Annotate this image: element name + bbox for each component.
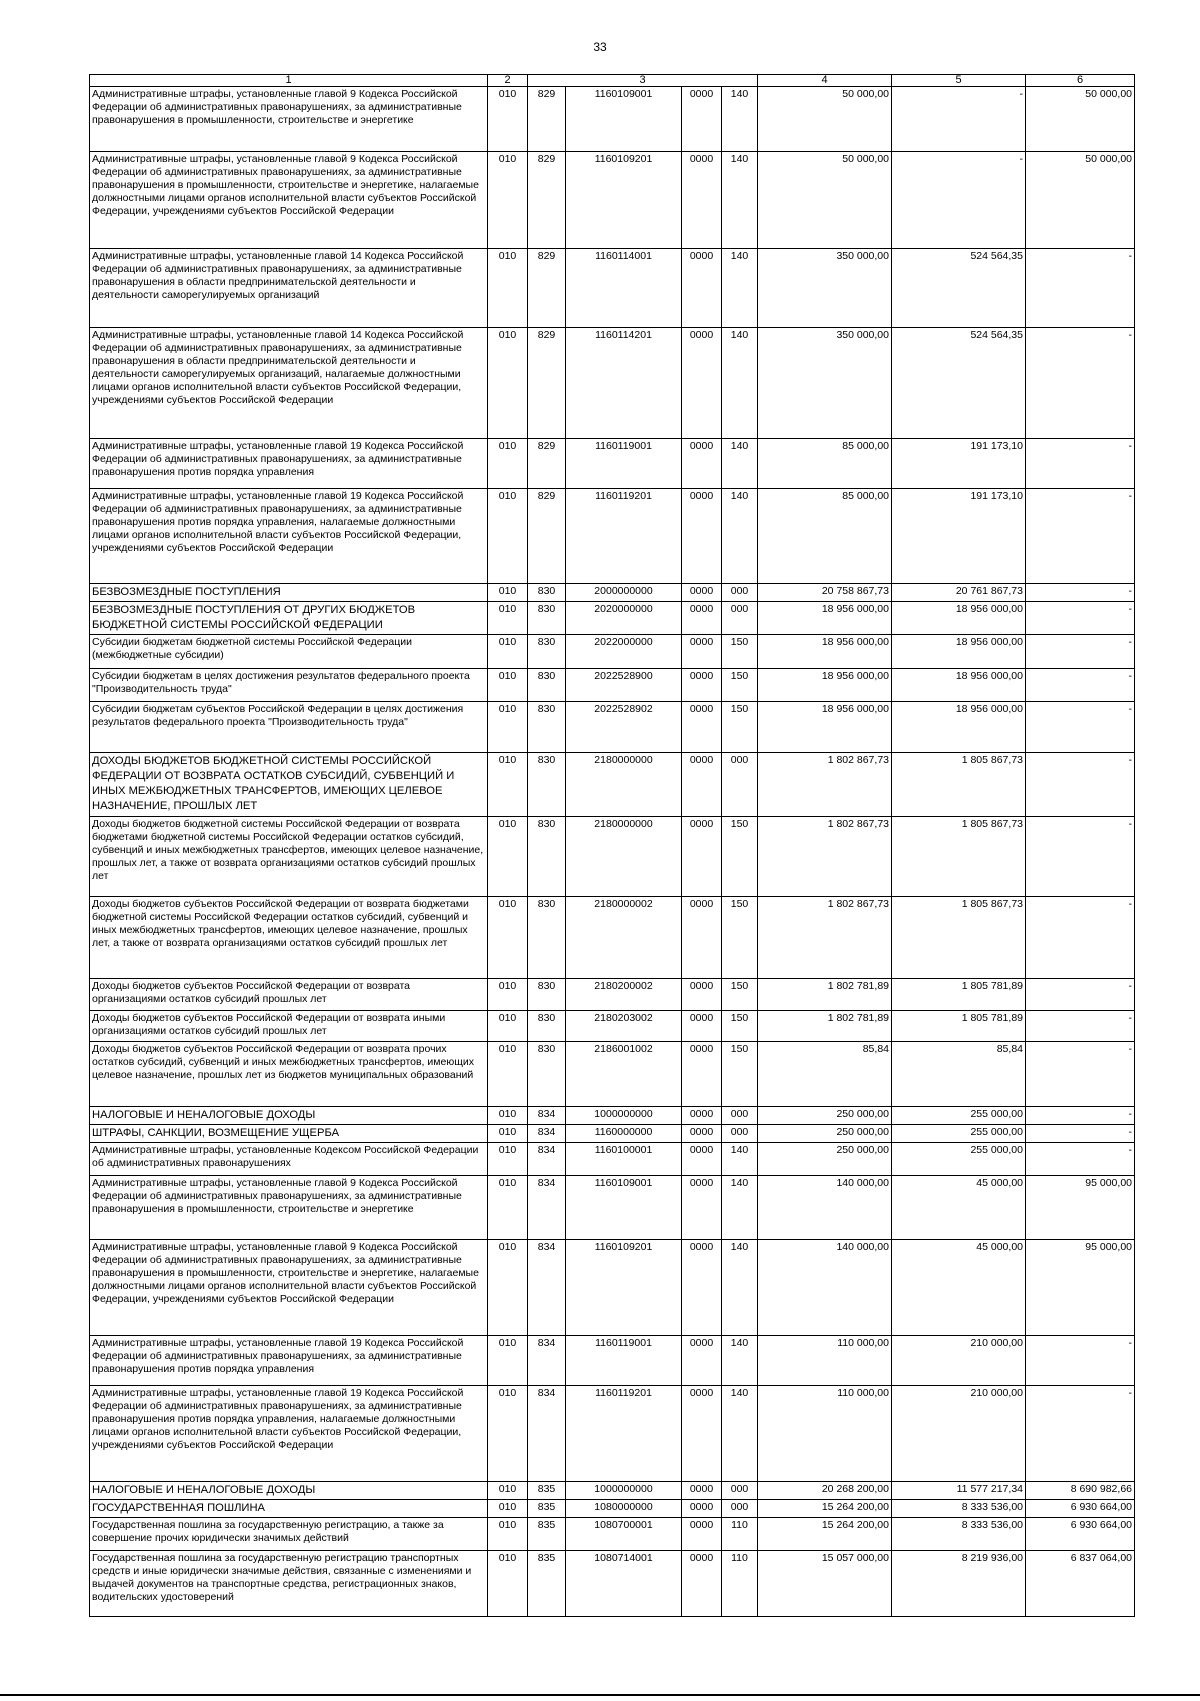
table-row [90, 1500, 1135, 1518]
cell-value-remaining: 95 000,00 [1026, 1240, 1135, 1336]
table-body [90, 87, 1135, 1617]
cell-value-plan: 1 802 867,73 [758, 897, 892, 979]
cell-value-plan: 15 057 000,00 [758, 1551, 892, 1617]
cell-code-kbk: 2180203002 [566, 1011, 682, 1042]
cell-description: Административные штрафы, установленные главой 9 Кодекса Российской Федерации об административных правонарушениях, за административные правонарушения в промышленности, строительстве и энергетике [90, 1176, 488, 1240]
cell-code-admin: 010 [488, 249, 528, 328]
cell-code-admin: 010 [488, 635, 528, 669]
cell-value-remaining: - [1026, 1011, 1135, 1042]
budget-table [89, 74, 1135, 1617]
cell-code-admin: 010 [488, 817, 528, 897]
cell-description: Доходы бюджетов субъектов Российской Федерации от возврата прочих остатков субсидий, субвенций и иных межбюджетных трансфертов, имеющих целевое назначение, прошлых лет из бюджетов муниципальных образований [90, 1042, 488, 1107]
cell-value-plan: 110 000,00 [758, 1336, 892, 1386]
cell-code-type: 150 [722, 979, 758, 1011]
cell-value-remaining: - [1026, 669, 1135, 702]
cell-description: ШТРАФЫ, САНКЦИИ, ВОЗМЕЩЕНИЕ УЩЕРБА [90, 1125, 488, 1143]
cell-value-executed: 45 000,00 [892, 1176, 1026, 1240]
cell-value-executed: 8 219 936,00 [892, 1551, 1026, 1617]
cell-code-chapter: 830 [528, 584, 566, 602]
cell-code-admin: 010 [488, 1143, 528, 1176]
cell-value-remaining: 6 930 664,00 [1026, 1518, 1135, 1551]
page-number: 33 [593, 40, 607, 54]
header-col-2: 2 [488, 75, 528, 87]
cell-code-admin: 010 [488, 1551, 528, 1617]
cell-code-program: 0000 [682, 669, 722, 702]
table-row [90, 1107, 1135, 1125]
cell-code-chapter: 830 [528, 635, 566, 669]
cell-value-executed: 8 333 536,00 [892, 1518, 1026, 1551]
cell-value-plan: 250 000,00 [758, 1125, 892, 1143]
cell-code-chapter: 834 [528, 1386, 566, 1482]
cell-code-type: 140 [722, 1386, 758, 1482]
cell-value-executed: 20 761 867,73 [892, 584, 1026, 602]
table-row [90, 1518, 1135, 1551]
cell-value-executed: 524 564,35 [892, 249, 1026, 328]
table-row [90, 1386, 1135, 1482]
cell-value-executed: 18 956 000,00 [892, 669, 1026, 702]
cell-code-admin: 010 [488, 1176, 528, 1240]
cell-value-plan: 1 802 867,73 [758, 817, 892, 897]
cell-code-type: 000 [722, 1500, 758, 1518]
cell-code-type: 150 [722, 635, 758, 669]
cell-code-kbk: 1160114201 [566, 328, 682, 439]
cell-value-remaining: - [1026, 584, 1135, 602]
cell-code-admin: 010 [488, 1386, 528, 1482]
cell-code-admin: 010 [488, 1482, 528, 1500]
cell-value-remaining: - [1026, 979, 1135, 1011]
cell-code-program: 0000 [682, 979, 722, 1011]
cell-code-chapter: 834 [528, 1143, 566, 1176]
cell-value-plan: 1 802 781,89 [758, 1011, 892, 1042]
cell-description: НАЛОГОВЫЕ И НЕНАЛОГОВЫЕ ДОХОДЫ [90, 1482, 488, 1500]
cell-code-program: 0000 [682, 1336, 722, 1386]
cell-code-type: 140 [722, 87, 758, 152]
cell-description: Административные штрафы, установленные главой 19 Кодекса Российской Федерации об административных правонарушениях, за административные правонарушения против порядка управления [90, 1336, 488, 1386]
cell-code-program: 0000 [682, 249, 722, 328]
cell-value-remaining: - [1026, 439, 1135, 489]
cell-code-admin: 010 [488, 584, 528, 602]
cell-value-remaining: - [1026, 489, 1135, 584]
cell-description: ГОСУДАРСТВЕННАЯ ПОШЛИНА [90, 1500, 488, 1518]
cell-code-chapter: 830 [528, 817, 566, 897]
cell-code-chapter: 834 [528, 1240, 566, 1336]
cell-code-admin: 010 [488, 489, 528, 584]
cell-code-admin: 010 [488, 1240, 528, 1336]
cell-code-kbk: 1080000000 [566, 1500, 682, 1518]
cell-code-kbk: 2020000000 [566, 602, 682, 635]
table-row [90, 817, 1135, 897]
cell-code-type: 150 [722, 702, 758, 753]
cell-value-plan: 1 802 867,73 [758, 753, 892, 817]
cell-code-chapter: 829 [528, 439, 566, 489]
cell-code-kbk: 1160119201 [566, 489, 682, 584]
cell-code-program: 0000 [682, 1011, 722, 1042]
cell-code-kbk: 1160109201 [566, 152, 682, 249]
cell-code-admin: 010 [488, 1125, 528, 1143]
cell-description: Административные штрафы, установленные главой 9 Кодекса Российской Федерации об административных правонарушениях, за административные правонарушения в промышленности, строительстве и энергетике, налагаемые должностными лицами органов исполнительной власти субъектов Российской Федерации, учреждениями субъектов Российской Федерации [90, 152, 488, 249]
table-row [90, 584, 1135, 602]
cell-code-admin: 010 [488, 1500, 528, 1518]
cell-value-remaining: - [1026, 817, 1135, 897]
cell-value-plan: 50 000,00 [758, 152, 892, 249]
table-row [90, 1240, 1135, 1336]
cell-value-remaining: - [1026, 328, 1135, 439]
cell-code-admin: 010 [488, 87, 528, 152]
header-col-4: 4 [758, 75, 892, 87]
cell-code-type: 140 [722, 328, 758, 439]
cell-value-plan: 350 000,00 [758, 249, 892, 328]
cell-code-program: 0000 [682, 817, 722, 897]
table-row [90, 897, 1135, 979]
cell-code-program: 0000 [682, 1500, 722, 1518]
cell-value-executed: 1 805 781,89 [892, 979, 1026, 1011]
cell-code-chapter: 834 [528, 1107, 566, 1125]
cell-value-plan: 85 000,00 [758, 439, 892, 489]
cell-code-type: 000 [722, 1107, 758, 1125]
cell-code-chapter: 830 [528, 602, 566, 635]
cell-code-type: 150 [722, 897, 758, 979]
table-row [90, 489, 1135, 584]
cell-description: Административные штрафы, установленные главой 19 Кодекса Российской Федерации об административных правонарушениях, за административные правонарушения против порядка управления, налагаемые должностными лицами органов исполнительной власти субъектов Российской Федерации, учреждениями субъектов Российской Федерации [90, 1386, 488, 1482]
cell-code-admin: 010 [488, 1011, 528, 1042]
cell-code-kbk: 1080714001 [566, 1551, 682, 1617]
cell-code-type: 140 [722, 1143, 758, 1176]
cell-description: НАЛОГОВЫЕ И НЕНАЛОГОВЫЕ ДОХОДЫ [90, 1107, 488, 1125]
cell-description: Административные штрафы, установленные главой 9 Кодекса Российской Федерации об административных правонарушениях, за административные правонарушения в промышленности, строительстве и энергетике, налагаемые должностными лицами органов исполнительной власти субъектов Российской Федерации, учреждениями субъектов Российской Федерации [90, 1240, 488, 1336]
cell-code-admin: 010 [488, 439, 528, 489]
cell-value-plan: 85,84 [758, 1042, 892, 1107]
cell-description: Государственная пошлина за государственную регистрацию транспортных средств и иные юридически значимые действия, связанные с изменениями и выдачей документов на транспортные средства, регистрационных знаков, водительских удостоверений [90, 1551, 488, 1617]
cell-code-type: 140 [722, 489, 758, 584]
cell-code-type: 150 [722, 669, 758, 702]
table-row [90, 439, 1135, 489]
cell-value-remaining: - [1026, 1336, 1135, 1386]
cell-value-plan: 350 000,00 [758, 328, 892, 439]
cell-code-admin: 010 [488, 897, 528, 979]
cell-value-executed: 191 173,10 [892, 439, 1026, 489]
cell-code-kbk: 2180000000 [566, 817, 682, 897]
cell-code-kbk: 1000000000 [566, 1482, 682, 1500]
cell-code-chapter: 829 [528, 249, 566, 328]
header-col-3: 3 [528, 75, 758, 87]
cell-code-admin: 010 [488, 1518, 528, 1551]
cell-value-executed: 255 000,00 [892, 1143, 1026, 1176]
cell-code-kbk: 1160119001 [566, 1336, 682, 1386]
table-row [90, 1482, 1135, 1500]
table-header-row [90, 75, 1135, 87]
cell-code-type: 140 [722, 1336, 758, 1386]
cell-code-program: 0000 [682, 1551, 722, 1617]
cell-code-program: 0000 [682, 1107, 722, 1125]
cell-value-plan: 20 268 200,00 [758, 1482, 892, 1500]
cell-code-kbk: 2180000000 [566, 753, 682, 817]
cell-code-type: 000 [722, 602, 758, 635]
cell-code-type: 140 [722, 1240, 758, 1336]
table-row [90, 702, 1135, 753]
cell-description: Административные штрафы, установленные главой 14 Кодекса Российской Федерации об административных правонарушениях, за административные правонарушения в области предпринимательской деятельности и деятельности саморегулируемых организаций, налагаемые должностными лицами органов исполнительной власти субъектов Российской Федерации, учреждениями субъектов Российской Федерации [90, 328, 488, 439]
table-row [90, 1042, 1135, 1107]
cell-code-chapter: 834 [528, 1125, 566, 1143]
cell-description: ДОХОДЫ БЮДЖЕТОВ БЮДЖЕТНОЙ СИСТЕМЫ РОССИЙСКОЙ ФЕДЕРАЦИИ ОТ ВОЗВРАТА ОСТАТКОВ СУБСИДИЙ, СУБВЕНЦИЙ И ИНЫХ МЕЖБЮДЖЕТНЫХ ТРАНСФЕРТОВ, ИМЕЮЩИХ ЦЕЛЕВОЕ НАЗНАЧЕНИЕ, ПРОШЛЫХ ЛЕТ [90, 753, 488, 817]
cell-code-type: 110 [722, 1551, 758, 1617]
table-row [90, 1011, 1135, 1042]
cell-code-kbk: 1160100001 [566, 1143, 682, 1176]
cell-code-program: 0000 [682, 87, 722, 152]
header-col-6: 6 [1026, 75, 1135, 87]
cell-code-program: 0000 [682, 152, 722, 249]
cell-code-program: 0000 [682, 1176, 722, 1240]
cell-code-chapter: 830 [528, 1042, 566, 1107]
cell-value-plan: 18 956 000,00 [758, 669, 892, 702]
cell-value-executed: 18 956 000,00 [892, 635, 1026, 669]
cell-code-chapter: 834 [528, 1336, 566, 1386]
table-row [90, 753, 1135, 817]
cell-code-kbk: 1000000000 [566, 1107, 682, 1125]
cell-code-kbk: 1160114001 [566, 249, 682, 328]
cell-description: Доходы бюджетов субъектов Российской Федерации от возврата иными организациями остатков субсидий прошлых лет [90, 1011, 488, 1042]
cell-value-remaining: 6 930 664,00 [1026, 1500, 1135, 1518]
cell-code-kbk: 1160109001 [566, 87, 682, 152]
cell-value-executed: 255 000,00 [892, 1107, 1026, 1125]
cell-code-admin: 010 [488, 979, 528, 1011]
cell-code-chapter: 835 [528, 1500, 566, 1518]
table-row [90, 979, 1135, 1011]
cell-code-kbk: 1080700001 [566, 1518, 682, 1551]
cell-code-admin: 010 [488, 602, 528, 635]
cell-value-executed: - [892, 87, 1026, 152]
cell-description: Субсидии бюджетам субъектов Российской Федерации в целях достижения результатов федерального проекта "Производительность труда" [90, 702, 488, 753]
cell-value-executed: 1 805 781,89 [892, 1011, 1026, 1042]
cell-code-program: 0000 [682, 702, 722, 753]
cell-code-program: 0000 [682, 328, 722, 439]
cell-code-type: 140 [722, 1176, 758, 1240]
cell-code-chapter: 829 [528, 152, 566, 249]
table-row [90, 602, 1135, 635]
cell-description: Административные штрафы, установленные главой 19 Кодекса Российской Федерации об административных правонарушениях, за административные правонарушения против порядка управления [90, 439, 488, 489]
cell-code-type: 000 [722, 753, 758, 817]
cell-code-admin: 010 [488, 702, 528, 753]
cell-value-remaining: - [1026, 897, 1135, 979]
cell-value-executed: 8 333 536,00 [892, 1500, 1026, 1518]
cell-value-remaining: - [1026, 1042, 1135, 1107]
cell-value-remaining: - [1026, 1125, 1135, 1143]
cell-code-program: 0000 [682, 1518, 722, 1551]
cell-description: Субсидии бюджетам в целях достижения результатов федерального проекта "Производительность труда" [90, 669, 488, 702]
cell-value-executed: 85,84 [892, 1042, 1026, 1107]
cell-value-executed: 45 000,00 [892, 1240, 1026, 1336]
cell-code-type: 150 [722, 817, 758, 897]
cell-code-program: 0000 [682, 753, 722, 817]
table-row [90, 1143, 1135, 1176]
cell-code-chapter: 830 [528, 669, 566, 702]
cell-code-kbk: 2000000000 [566, 584, 682, 602]
cell-value-remaining: - [1026, 602, 1135, 635]
cell-code-type: 000 [722, 1125, 758, 1143]
cell-code-chapter: 834 [528, 1176, 566, 1240]
cell-code-program: 0000 [682, 1125, 722, 1143]
cell-code-chapter: 835 [528, 1551, 566, 1617]
cell-value-plan: 18 956 000,00 [758, 702, 892, 753]
cell-value-plan: 250 000,00 [758, 1107, 892, 1125]
table-row [90, 1336, 1135, 1386]
cell-value-executed: 18 956 000,00 [892, 602, 1026, 635]
cell-value-executed: - [892, 152, 1026, 249]
cell-value-plan: 110 000,00 [758, 1386, 892, 1482]
cell-code-type: 000 [722, 1482, 758, 1500]
cell-code-admin: 010 [488, 669, 528, 702]
cell-value-plan: 18 956 000,00 [758, 635, 892, 669]
cell-description: Административные штрафы, установленные Кодексом Российской Федерации об административных правонарушениях [90, 1143, 488, 1176]
cell-code-chapter: 835 [528, 1518, 566, 1551]
cell-value-executed: 210 000,00 [892, 1386, 1026, 1482]
cell-value-remaining: - [1026, 1386, 1135, 1482]
cell-code-admin: 010 [488, 753, 528, 817]
cell-value-executed: 11 577 217,34 [892, 1482, 1026, 1500]
cell-value-executed: 191 173,10 [892, 489, 1026, 584]
table-row [90, 249, 1135, 328]
cell-value-plan: 15 264 200,00 [758, 1500, 892, 1518]
cell-value-plan: 85 000,00 [758, 489, 892, 584]
cell-code-type: 140 [722, 249, 758, 328]
table-row [90, 152, 1135, 249]
cell-description: БЕЗВОЗМЕЗДНЫЕ ПОСТУПЛЕНИЯ ОТ ДРУГИХ БЮДЖЕТОВ БЮДЖЕТНОЙ СИСТЕМЫ РОССИЙСКОЙ ФЕДЕРАЦИИ [90, 602, 488, 635]
cell-code-chapter: 830 [528, 753, 566, 817]
cell-code-chapter: 830 [528, 702, 566, 753]
cell-value-executed: 1 805 867,73 [892, 753, 1026, 817]
cell-code-program: 0000 [682, 602, 722, 635]
cell-value-remaining: 8 690 982,66 [1026, 1482, 1135, 1500]
cell-value-plan: 15 264 200,00 [758, 1518, 892, 1551]
cell-code-program: 0000 [682, 489, 722, 584]
cell-value-remaining: - [1026, 753, 1135, 817]
cell-code-kbk: 2022528902 [566, 702, 682, 753]
cell-code-kbk: 1160109001 [566, 1176, 682, 1240]
cell-code-kbk: 2022528900 [566, 669, 682, 702]
cell-code-program: 0000 [682, 635, 722, 669]
cell-description: Административные штрафы, установленные главой 9 Кодекса Российской Федерации об административных правонарушениях, за административные правонарушения в промышленности, строительстве и энергетике [90, 87, 488, 152]
cell-description: Доходы бюджетов субъектов Российской Федерации от возврата бюджетами бюджетной системы Российской Федерации остатков субсидий, субвенций и иных межбюджетных трансфертов, имеющих целевое назначение, прошлых лет, а также от возврата организациями остатков субсидий прошлых лет [90, 897, 488, 979]
cell-value-executed: 1 805 867,73 [892, 817, 1026, 897]
cell-code-type: 110 [722, 1518, 758, 1551]
cell-code-kbk: 1160119201 [566, 1386, 682, 1482]
cell-value-executed: 524 564,35 [892, 328, 1026, 439]
cell-code-chapter: 829 [528, 489, 566, 584]
cell-description: БЕЗВОЗМЕЗДНЫЕ ПОСТУПЛЕНИЯ [90, 584, 488, 602]
cell-value-remaining: - [1026, 635, 1135, 669]
cell-value-plan: 140 000,00 [758, 1176, 892, 1240]
cell-code-kbk: 1160109201 [566, 1240, 682, 1336]
scan-edge-divider [0, 1694, 1200, 1696]
cell-value-remaining: 50 000,00 [1026, 152, 1135, 249]
cell-code-program: 0000 [682, 1042, 722, 1107]
cell-code-type: 140 [722, 152, 758, 249]
cell-value-remaining: 6 837 064,00 [1026, 1551, 1135, 1617]
cell-code-chapter: 829 [528, 87, 566, 152]
cell-code-program: 0000 [682, 584, 722, 602]
cell-value-executed: 210 000,00 [892, 1336, 1026, 1386]
header-col-1: 1 [90, 75, 488, 87]
cell-value-plan: 18 956 000,00 [758, 602, 892, 635]
cell-code-chapter: 830 [528, 979, 566, 1011]
cell-description: Государственная пошлина за государственную регистрацию, а также за совершение прочих юридически значимых действий [90, 1518, 488, 1551]
cell-description: Административные штрафы, установленные главой 14 Кодекса Российской Федерации об административных правонарушениях, за административные правонарушения в области предпринимательской деятельности и деятельности саморегулируемых организаций [90, 249, 488, 328]
table-row [90, 87, 1135, 152]
cell-code-type: 140 [722, 439, 758, 489]
cell-value-plan: 50 000,00 [758, 87, 892, 152]
cell-description: Доходы бюджетов бюджетной системы Российской Федерации от возврата бюджетами бюджетной системы Российской Федерации остатков субсидий, субвенций и иных межбюджетных трансфертов, имеющих целевое назначение, прошлых лет, а также от возврата организациями остатков субсидий прошлых лет [90, 817, 488, 897]
cell-value-plan: 1 802 781,89 [758, 979, 892, 1011]
cell-value-remaining: - [1026, 702, 1135, 753]
cell-code-program: 0000 [682, 1240, 722, 1336]
cell-value-plan: 250 000,00 [758, 1143, 892, 1176]
cell-code-admin: 010 [488, 1107, 528, 1125]
header-col-5: 5 [892, 75, 1026, 87]
cell-code-admin: 010 [488, 152, 528, 249]
cell-value-plan: 20 758 867,73 [758, 584, 892, 602]
cell-code-chapter: 829 [528, 328, 566, 439]
cell-value-executed: 255 000,00 [892, 1125, 1026, 1143]
table-row [90, 635, 1135, 669]
cell-code-chapter: 830 [528, 1011, 566, 1042]
cell-code-type: 150 [722, 1042, 758, 1107]
cell-code-kbk: 2180200002 [566, 979, 682, 1011]
cell-code-program: 0000 [682, 1143, 722, 1176]
cell-code-admin: 010 [488, 328, 528, 439]
cell-description: Доходы бюджетов субъектов Российской Федерации от возврата организациями остатков субсидий прошлых лет [90, 979, 488, 1011]
cell-code-program: 0000 [682, 439, 722, 489]
cell-description: Субсидии бюджетам бюджетной системы Российской Федерации (межбюджетные субсидии) [90, 635, 488, 669]
table-row [90, 669, 1135, 702]
cell-code-kbk: 1160119001 [566, 439, 682, 489]
table-row [90, 1176, 1135, 1240]
cell-value-executed: 1 805 867,73 [892, 897, 1026, 979]
cell-description: Административные штрафы, установленные главой 19 Кодекса Российской Федерации об административных правонарушениях, за административные правонарушения против порядка управления, налагаемые должностными лицами органов исполнительной власти субъектов Российской Федерации, учреждениями субъектов Российской Федерации [90, 489, 488, 584]
cell-code-kbk: 1160000000 [566, 1125, 682, 1143]
table-row [90, 1551, 1135, 1617]
cell-code-kbk: 2180000002 [566, 897, 682, 979]
cell-code-admin: 010 [488, 1336, 528, 1386]
cell-code-chapter: 830 [528, 897, 566, 979]
cell-value-remaining: 95 000,00 [1026, 1176, 1135, 1240]
cell-code-kbk: 2022000000 [566, 635, 682, 669]
cell-value-remaining: 50 000,00 [1026, 87, 1135, 152]
cell-code-admin: 010 [488, 1042, 528, 1107]
table-row [90, 328, 1135, 439]
cell-code-type: 150 [722, 1011, 758, 1042]
cell-value-plan: 140 000,00 [758, 1240, 892, 1336]
cell-value-remaining: - [1026, 1107, 1135, 1125]
cell-code-chapter: 835 [528, 1482, 566, 1500]
cell-value-remaining: - [1026, 249, 1135, 328]
table-row [90, 1125, 1135, 1143]
cell-code-program: 0000 [682, 1482, 722, 1500]
cell-code-kbk: 2186001002 [566, 1042, 682, 1107]
cell-code-program: 0000 [682, 897, 722, 979]
cell-value-remaining: - [1026, 1143, 1135, 1176]
cell-code-type: 000 [722, 584, 758, 602]
cell-code-program: 0000 [682, 1386, 722, 1482]
cell-value-executed: 18 956 000,00 [892, 702, 1026, 753]
